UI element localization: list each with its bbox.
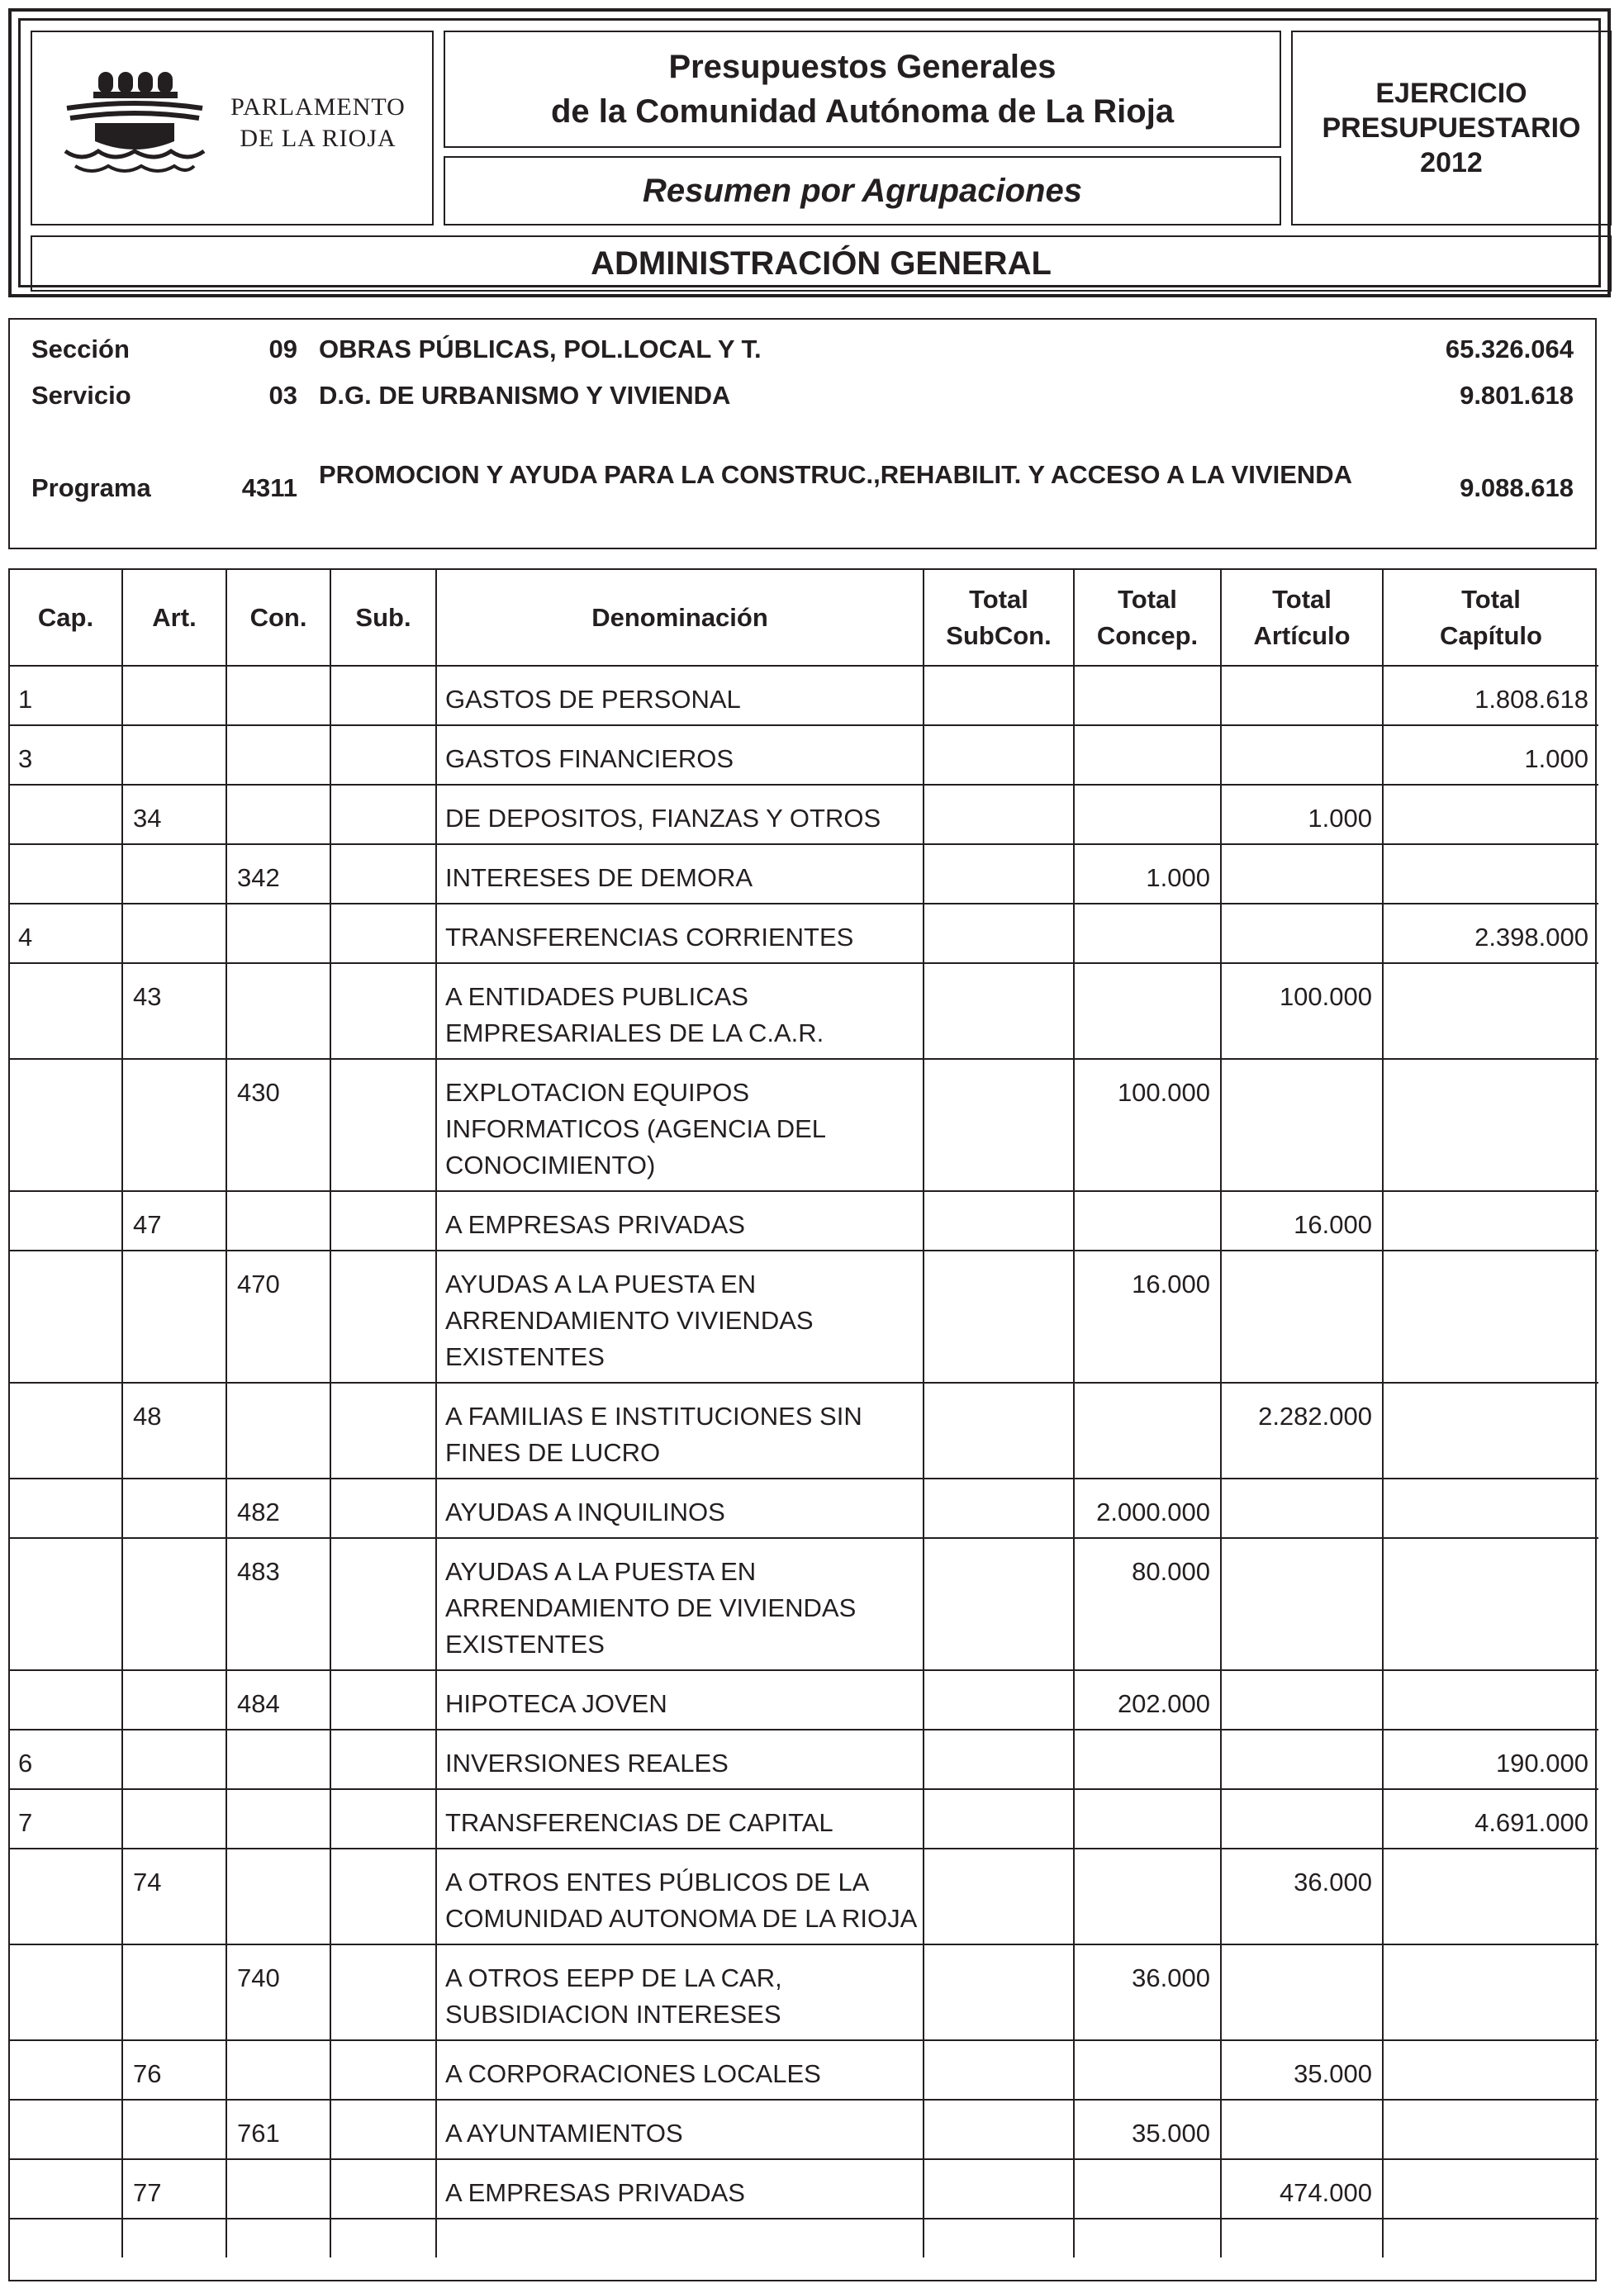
table-row [10,1849,1598,1944]
servicio-amount: 9.801.618 [1460,381,1574,410]
table-row [10,1730,1598,1789]
table-sub-cell [330,666,436,725]
table-cap-cell [10,1383,122,1479]
table-cap-cell [10,1059,122,1191]
table-concep-cell: 36.000 [1074,1944,1221,2040]
table-denominacion-cell: GASTOS DE PERSONAL [436,666,924,725]
col-concep-header-line2: Concep. [1096,620,1199,650]
subtitle-box [444,156,1281,226]
table-subcon-cell [924,844,1074,904]
table-filler-cell [122,2219,226,2257]
table-concep-cell: 35.000 [1074,2100,1221,2159]
table-art-cell [122,1538,226,1670]
table-con-cell: 482 [226,1479,330,1538]
table-denominacion-cell: INTERESES DE DEMORA [436,844,924,904]
logo-line-2: DE LA RIOJA [240,125,397,152]
table-filler-cell [1074,2219,1221,2257]
col-con-header: Con. [226,570,330,666]
table-articulo-cell [1221,666,1383,725]
table-concep-cell: 1.000 [1074,844,1221,904]
table-subcon-cell [924,1059,1074,1191]
table-con-cell [226,785,330,844]
admin-box [31,235,1612,292]
col-articulo-header-line2: Artículo [1253,620,1351,650]
table-capitulo-cell [1383,2100,1598,2159]
table-subcon-cell [924,1849,1074,1944]
table-concep-cell [1074,2040,1221,2100]
table-row [10,785,1598,844]
table-concep-cell [1074,1730,1221,1789]
table-articulo-cell [1221,1479,1383,1538]
table-capitulo-cell [1383,963,1598,1059]
table-art-cell: 48 [122,1383,226,1479]
table-denominacion-cell: A CORPORACIONES LOCALES [436,2040,924,2100]
table-con-cell [226,2159,330,2219]
table-subcon-cell [924,1191,1074,1251]
table-art-cell [122,1670,226,1730]
table-sub-cell [330,1730,436,1789]
table-articulo-cell [1221,1944,1383,2040]
table-articulo-cell [1221,904,1383,963]
table-articulo-cell [1221,725,1383,785]
subtitle: Resumen por Agrupaciones [643,172,1082,209]
table-cap-cell [10,1944,122,2040]
title-line-2: de la Comunidad Autónoma de La Rioja [550,93,1175,130]
table-con-cell: 483 [226,1538,330,1670]
table-capitulo-cell [1383,1670,1598,1730]
title-line-1: Presupuestos Generales [668,49,1057,85]
table-concep-cell [1074,963,1221,1059]
col-sub-header: Sub. [330,570,436,666]
table-articulo-cell: 36.000 [1221,1849,1383,1944]
table-con-cell [226,2040,330,2100]
table-filler-cell [924,2219,1074,2257]
table-denominacion-cell: INVERSIONES REALES [436,1730,924,1789]
servicio-desc: D.G. DE URBANISMO Y VIVIENDA [319,381,731,410]
col-capitulo-header [1383,570,1598,666]
table-sub-cell [330,1059,436,1191]
table-row [10,2100,1598,2159]
table-subcon-cell [924,1730,1074,1789]
table-row [10,2159,1598,2219]
table-filler-cell [10,2219,122,2257]
table-sub-cell [330,904,436,963]
table-art-cell [122,725,226,785]
table-sub-cell [330,1191,436,1251]
table-subcon-cell [924,2159,1074,2219]
table-con-cell [226,1191,330,1251]
table-sub-cell [330,2159,436,2219]
table-denominacion-cell: A AYUNTAMIENTOS [436,2100,924,2159]
table-articulo-cell: 100.000 [1221,963,1383,1059]
table-row [10,1538,1598,1670]
col-capitulo-header-line2: Capítulo [1440,620,1542,650]
table-art-cell: 77 [122,2159,226,2219]
table-row [10,1670,1598,1730]
table-con-cell [226,963,330,1059]
table-row [10,1479,1598,1538]
table-cap-cell [10,844,122,904]
col-subcon-header-line1: Total [969,584,1028,614]
table-articulo-cell [1221,1670,1383,1730]
table-cap-cell: 1 [10,666,122,725]
table-capitulo-cell [1383,1849,1598,1944]
table-con-cell [226,1789,330,1849]
table-filler-cell [1221,2219,1383,2257]
col-articulo-header-line1: Total [1272,584,1332,614]
table-denominacion-cell: A EMPRESAS PRIVADAS [436,1191,924,1251]
col-denominacion-header: Denominación [436,570,924,666]
table-subcon-cell [924,2040,1074,2100]
table-concep-cell: 2.000.000 [1074,1479,1221,1538]
table-row [10,2040,1598,2100]
table-concep-cell [1074,1383,1221,1479]
table-denominacion-cell: DE DEPOSITOS, FIANZAS Y OTROS [436,785,924,844]
table-art-cell [122,1251,226,1383]
table-sub-cell [330,1383,436,1479]
table-art-cell [122,1479,226,1538]
table-articulo-cell: 474.000 [1221,2159,1383,2219]
table-con-cell [226,666,330,725]
programa-amount: 9.088.618 [1460,473,1574,502]
table-cap-cell [10,785,122,844]
table-articulo-cell [1221,1059,1383,1191]
table-subcon-cell [924,1670,1074,1730]
table-sub-cell [330,963,436,1059]
section-info [8,318,1597,549]
table-capitulo-cell [1383,1251,1598,1383]
document-header [8,8,1611,297]
table-art-cell: 74 [122,1849,226,1944]
programa-code: 4311 [241,473,297,502]
table-art-cell [122,904,226,963]
table-art-cell [122,1789,226,1849]
table-capitulo-cell [1383,2040,1598,2100]
table-concep-cell [1074,904,1221,963]
table-cap-cell [10,963,122,1059]
programa-desc: PROMOCION Y AYUDA PARA LA CONSTRUC.,REHABILIT. Y ACCESO A LA VIVIENDA [319,460,1353,489]
table-denominacion-cell: EXPLOTACION EQUIPOS INFORMATICOS (AGENCIA DEL CONOCIMIENTO) [436,1059,924,1191]
table-row [10,1191,1598,1251]
table-denominacion-cell: GASTOS FINANCIEROS [436,725,924,785]
table-articulo-cell [1221,1538,1383,1670]
col-capitulo-header-line1: Total [1461,584,1521,614]
table-art-cell: 34 [122,785,226,844]
table-cap-cell [10,1479,122,1538]
table-cap-cell [10,1670,122,1730]
table-articulo-cell [1221,1251,1383,1383]
table-subcon-cell [924,666,1074,725]
table-art-cell [122,1944,226,2040]
table-articulo-cell: 1.000 [1221,785,1383,844]
table-subcon-cell [924,1944,1074,2040]
programa-label: Programa [31,473,151,502]
table-subcon-cell [924,1538,1074,1670]
table-articulo-cell: 2.282.000 [1221,1383,1383,1479]
admin-title: ADMINISTRACIÓN GENERAL [591,244,1052,282]
table-subcon-cell [924,904,1074,963]
table-con-cell: 430 [226,1059,330,1191]
table-cap-cell [10,1191,122,1251]
table-articulo-cell: 16.000 [1221,1191,1383,1251]
table-filler-cell [330,2219,436,2257]
table-subcon-cell [924,725,1074,785]
table-denominacion-cell: A OTROS ENTES PÚBLICOS DE LA COMUNIDAD AUTONOMA DE LA RIOJA [436,1849,924,1944]
table-cap-cell [10,1538,122,1670]
table-articulo-cell [1221,1789,1383,1849]
seccion-label: Sección [31,335,130,363]
table-concep-cell [1074,666,1221,725]
table-capitulo-cell [1383,1479,1598,1538]
table-row [10,1944,1598,2040]
table-body [10,666,1598,2257]
table-subcon-cell [924,1383,1074,1479]
table-cap-cell [10,2159,122,2219]
table-con-cell [226,904,330,963]
table-art-cell [122,1059,226,1191]
table-concep-cell: 80.000 [1074,1538,1221,1670]
table-header-row [10,570,1598,666]
table-concep-cell: 202.000 [1074,1670,1221,1730]
table-capitulo-cell [1383,1059,1598,1191]
table-cap-cell [10,2040,122,2100]
table-denominacion-cell: AYUDAS A INQUILINOS [436,1479,924,1538]
table-sub-cell [330,1789,436,1849]
table-row [10,1059,1598,1191]
servicio-code: 03 [268,381,297,410]
table-denominacion-cell: AYUDAS A LA PUESTA EN ARRENDAMIENTO DE VIVIENDAS EXISTENTES [436,1538,924,1670]
logo-box [31,31,434,226]
table-row [10,1251,1598,1383]
table-sub-cell [330,1479,436,1538]
table-concep-cell [1074,785,1221,844]
table-row [10,725,1598,785]
table-concep-cell [1074,1191,1221,1251]
table-concep-cell [1074,2159,1221,2219]
table-cap-cell [10,2100,122,2159]
col-cap-header: Cap. [10,570,122,666]
table-denominacion-cell: TRANSFERENCIAS DE CAPITAL [436,1789,924,1849]
table-concep-cell: 16.000 [1074,1251,1221,1383]
col-concep-header [1074,570,1221,666]
col-subcon-header [924,570,1074,666]
table-concep-cell [1074,725,1221,785]
table-cap-cell [10,1251,122,1383]
table-capitulo-cell [1383,785,1598,844]
seccion-amount: 65.326.064 [1445,335,1574,363]
table-cap-cell: 4 [10,904,122,963]
table-capitulo-cell [1383,1191,1598,1251]
table-concep-cell: 100.000 [1074,1059,1221,1191]
table-art-cell [122,666,226,725]
table-capitulo-cell: 190.000 [1383,1730,1598,1789]
table-con-cell: 761 [226,2100,330,2159]
table-art-cell: 76 [122,2040,226,2100]
title-box [444,31,1281,148]
table-art-cell [122,1730,226,1789]
table-art-cell [122,844,226,904]
servicio-label: Servicio [31,381,131,410]
seccion-desc: OBRAS PÚBLICAS, POL.LOCAL Y T. [319,335,762,363]
table-capitulo-cell [1383,1538,1598,1670]
table-denominacion-cell: A OTROS EEPP DE LA CAR, SUBSIDIACION INTERESES [436,1944,924,2040]
table-sub-cell [330,2100,436,2159]
table-capitulo-cell [1383,1944,1598,2040]
table-articulo-cell [1221,844,1383,904]
table-denominacion-cell: A FAMILIAS E INSTITUCIONES SIN FINES DE LUCRO [436,1383,924,1479]
table-denominacion-cell: A ENTIDADES PUBLICAS EMPRESARIALES DE LA C.A.R. [436,963,924,1059]
table-concep-cell [1074,1849,1221,1944]
ejercicio-box [1291,31,1612,226]
table-row [10,963,1598,1059]
table-articulo-cell [1221,1730,1383,1789]
table-filler-row [10,2219,1598,2257]
table-sub-cell [330,1944,436,2040]
table-capitulo-cell [1383,1383,1598,1479]
table-art-cell [122,2100,226,2159]
table-con-cell [226,1730,330,1789]
table-sub-cell [330,1538,436,1670]
table-sub-cell [330,844,436,904]
table-filler-cell [436,2219,924,2257]
col-subcon-header-line2: SubCon. [946,620,1052,650]
table-cap-cell: 7 [10,1789,122,1849]
parliament-emblem-icon [62,65,207,189]
table-art-cell: 43 [122,963,226,1059]
col-concep-header-line1: Total [1118,584,1177,614]
header-inner-frame [18,18,1601,287]
table-cap-cell: 6 [10,1730,122,1789]
table-articulo-cell: 35.000 [1221,2040,1383,2100]
table-row [10,1383,1598,1479]
budget-table-frame [8,568,1597,2281]
table-con-cell: 484 [226,1670,330,1730]
table-denominacion-cell: TRANSFERENCIAS CORRIENTES [436,904,924,963]
table-con-cell: 342 [226,844,330,904]
table-capitulo-cell: 2.398.000 [1383,904,1598,963]
table-capitulo-cell [1383,844,1598,904]
table-con-cell [226,725,330,785]
table-subcon-cell [924,785,1074,844]
table-denominacion-cell: HIPOTECA JOVEN [436,1670,924,1730]
logo-text [211,92,425,154]
budget-table [10,570,1598,2257]
table-sub-cell [330,1849,436,1944]
table-con-cell: 470 [226,1251,330,1383]
table-articulo-cell [1221,2100,1383,2159]
ejercicio-year: 2012 [1420,147,1483,178]
table-subcon-cell [924,1479,1074,1538]
table-sub-cell [330,785,436,844]
table-capitulo-cell: 1.000 [1383,725,1598,785]
table-con-cell [226,1849,330,1944]
table-con-cell: 740 [226,1944,330,2040]
table-filler-cell [1383,2219,1598,2257]
table-row [10,1789,1598,1849]
ejercicio-line-2: PRESUPUESTARIO [1322,112,1581,144]
table-subcon-cell [924,2100,1074,2159]
table-filler-cell [226,2219,330,2257]
table-subcon-cell [924,1251,1074,1383]
table-capitulo-cell: 4.691.000 [1383,1789,1598,1849]
table-row [10,844,1598,904]
table-capitulo-cell [1383,2159,1598,2219]
table-concep-cell [1074,1789,1221,1849]
table-subcon-cell [924,1789,1074,1849]
logo-line-1: PARLAMENTO [230,93,406,121]
table-sub-cell [330,2040,436,2100]
table-cap-cell [10,1849,122,1944]
table-art-cell: 47 [122,1191,226,1251]
ejercicio-line-1: EJERCICIO [1375,78,1527,109]
col-articulo-header [1221,570,1383,666]
col-art-header: Art. [122,570,226,666]
table-capitulo-cell: 1.808.618 [1383,666,1598,725]
table-sub-cell [330,1251,436,1383]
table-cap-cell: 3 [10,725,122,785]
table-sub-cell [330,1670,436,1730]
seccion-code: 09 [268,335,297,363]
table-denominacion-cell: A EMPRESAS PRIVADAS [436,2159,924,2219]
table-denominacion-cell: AYUDAS A LA PUESTA EN ARRENDAMIENTO VIVIENDAS EXISTENTES [436,1251,924,1383]
table-con-cell [226,1383,330,1479]
table-row [10,904,1598,963]
table-row [10,666,1598,725]
table-sub-cell [330,725,436,785]
table-subcon-cell [924,963,1074,1059]
